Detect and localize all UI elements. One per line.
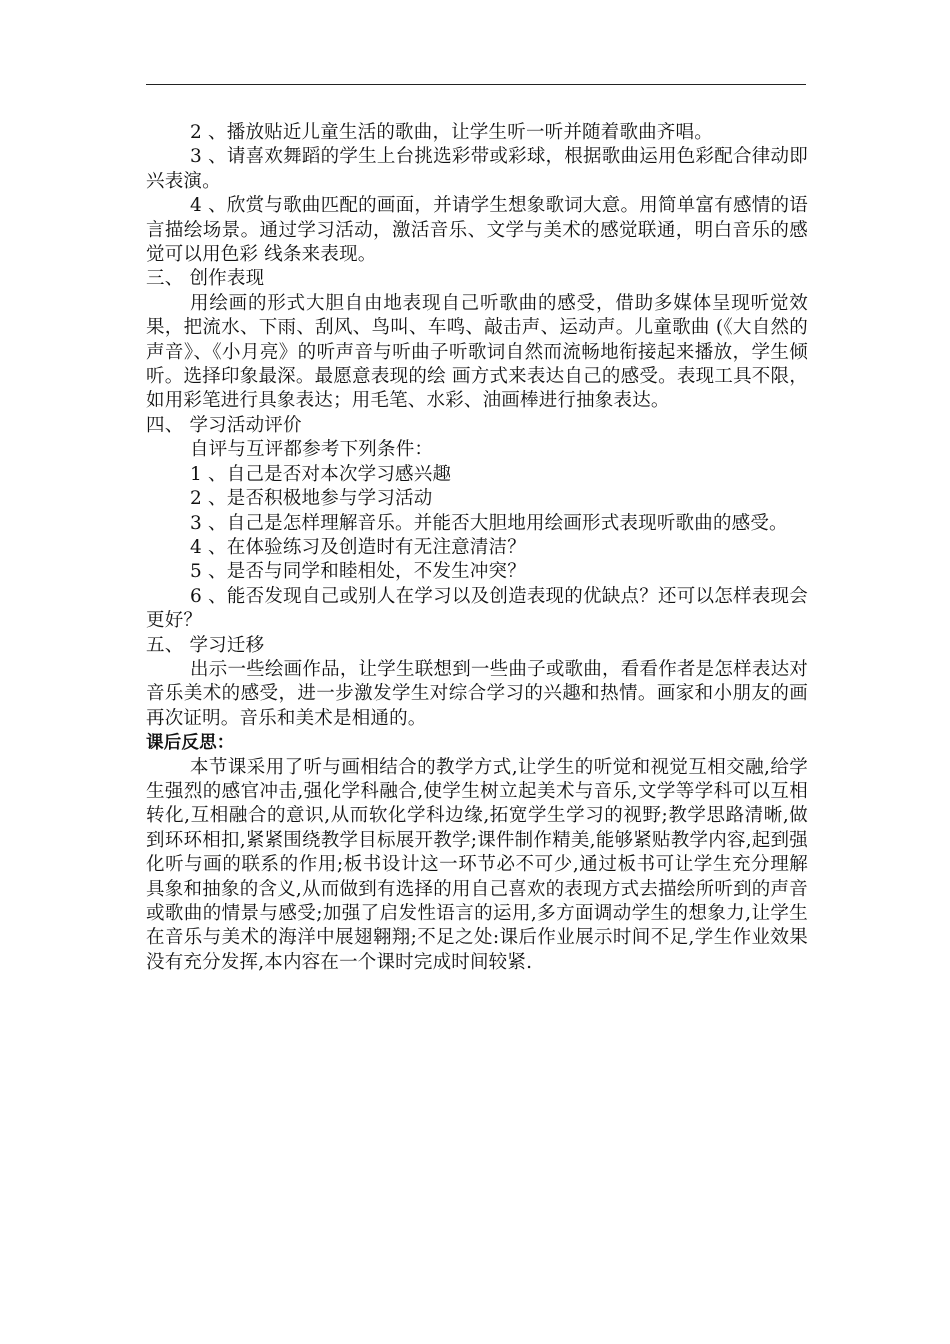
evaluation-item-4: 4 、在体验练习及创造时有无注意清洁？ bbox=[190, 536, 526, 558]
evaluation-intro: 自评与互评都参考下列条件： bbox=[190, 439, 434, 461]
evaluation-item-5: 5 、是否与同学和睦相处，不发生冲突？ bbox=[190, 561, 526, 583]
section-heading-transfer: 五、 学习迁移 bbox=[146, 634, 265, 656]
evaluation-item-1: 1 、自己是否对本次学习感兴趣 bbox=[190, 463, 452, 485]
document-body bbox=[146, 121, 808, 975]
header-rule bbox=[146, 84, 806, 85]
evaluation-item-3: 3 、自己是怎样理解音乐。并能否大胆地用绘画形式表现听歌曲的感受。 bbox=[190, 512, 788, 534]
step-2-paragraph: 2 、播放贴近儿童生活的歌曲，让学生听一听并随着歌曲齐唱。 bbox=[190, 122, 713, 143]
section-heading-creation: 三、 创作表现 bbox=[146, 268, 265, 290]
evaluation-item-2: 2 、是否积极地参与学习活动 bbox=[190, 488, 433, 510]
creation-paragraph: 用绘画的形式大胆自由地表现自己听歌曲的感受，借助多媒体呈现听觉效果，把流水、下雨、刮风、鸟叫、车鸣、敲击声、运动声。儿童歌曲 (《大自然的声音》、《小月亮》的听声音与听曲子听歌词自然而流畅地衔接起来播放，学生倾听。选择印象最深。最愿意表现的绘 画方式来表达自己的感受。表现工具不限，如用彩笔进行具象表达；用毛笔、水彩、油画棒进行抽象表达。 bbox=[146, 292, 808, 412]
step-4-paragraph: 4 、欣赏与歌曲匹配的画面，并请学生想象歌词大意。用简单富有感情的语言描绘场景。通过学习活动，激活音乐、文学与美术的感觉联通，明白音乐的感觉可以用色彩 线条来表现。 bbox=[146, 195, 808, 266]
reflection-heading: 课后反思： bbox=[146, 733, 235, 754]
section-heading-evaluation: 四、 学习活动评价 bbox=[146, 414, 302, 436]
step-3-paragraph: 3 、请喜欢舞蹈的学生上台挑选彩带或彩球，根据歌曲运用色彩配合律动即兴表演。 bbox=[146, 146, 808, 192]
evaluation-item-6: 6 、能否发现自己或别人在学习以及创造表现的优缺点？还可以怎样表现会更好？ bbox=[146, 585, 808, 632]
transfer-paragraph: 出示一些绘画作品，让学生联想到一些曲子或歌曲，看看作者是怎样表达对音乐美术的感受，进一步激发学生对综合学习的兴趣和热情。画家和小朋友的画再次证明。音乐和美术是相通的。 bbox=[146, 658, 808, 729]
reflection-paragraph: 本节课采用了听与画相结合的教学方式,让学生的听觉和视觉互相交融,给学生强烈的感官冲击,强化学科融合,使学生树立起美术与音乐,文学等学科可以互相转化,互相融合的意识,从而软化学科边缘,拓宽学生学习的视野;教学思路清晰,做到环环相扣,紧紧围绕教学目标展开教学;课件制作精美,能够紧贴教学内容,起到强化听与画的联系的作用;板书设计这一环节必不可少,通过板书可让学生充分理解具象和抽象的含义,从而做到有选择的用自己喜欢的表现方式去描绘所听到的声音或歌曲的情景与感受;加强了启发性语言的运用,多方面调动学生的想象力,让学生在音乐与美术的海洋中展翅翱翔;不足之处:课后作业展示时间不足,学生作业效果没有充分发挥,本内容在一个课时完成时间较紧. bbox=[146, 756, 808, 973]
